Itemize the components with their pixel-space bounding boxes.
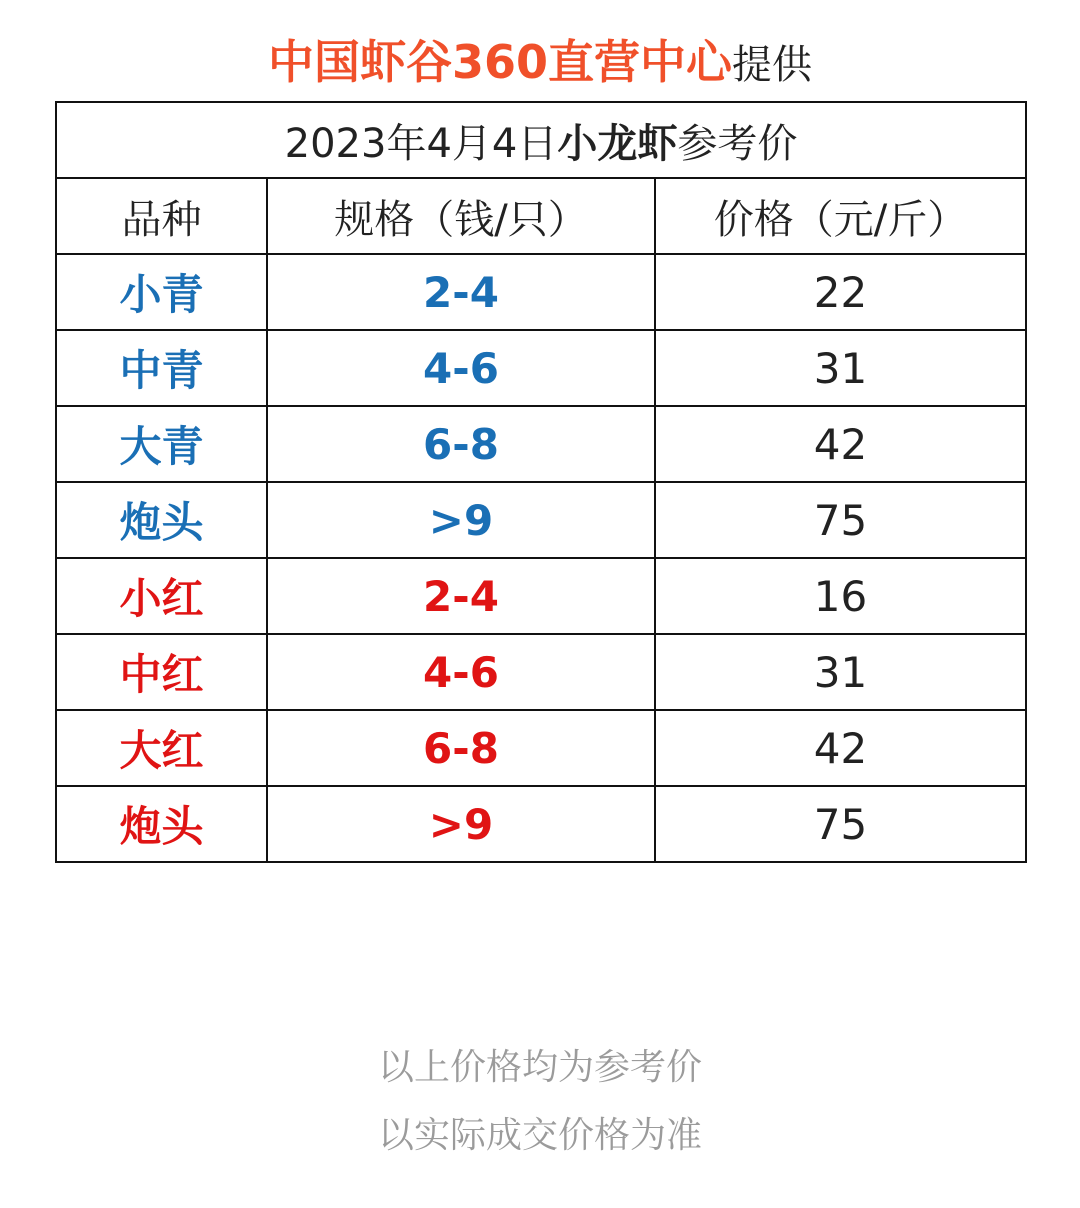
table-row [56,330,1026,406]
spec-cell: 4-6 [267,330,655,406]
table-row [56,482,1026,558]
spec-cell: 2-4 [267,558,655,634]
table-row [56,786,1026,862]
variety-cell: 大红 [56,710,267,786]
price-cell: 16 [655,558,1026,634]
table-row [56,406,1026,482]
provider-header [0,30,1080,105]
spec-cell: >9 [267,482,655,558]
column-header-price: 价格（元/斤） [655,178,1026,254]
price-cell: 42 [655,406,1026,482]
spec-cell: 4-6 [267,634,655,710]
provider-suffix: 提供 [732,42,813,88]
table-row [56,558,1026,634]
table-row [56,710,1026,786]
variety-cell: 大青 [56,406,267,482]
spec-cell: 2-4 [267,254,655,330]
variety-cell: 小青 [56,254,267,330]
title-suffix: 参考价 [677,120,798,167]
spec-cell: 6-8 [267,710,655,786]
price-cell: 42 [655,710,1026,786]
price-cell: 31 [655,634,1026,710]
footer-note-2: 以实际成交价格为准 [377,1115,702,1156]
variety-cell: 小红 [56,558,267,634]
table-body [56,254,1026,862]
price-cell: 31 [655,330,1026,406]
title-date: 2023年4月4日 [284,120,558,167]
table-row [56,254,1026,330]
price-cell: 22 [655,254,1026,330]
table-title [56,102,1026,178]
column-header-spec: 规格（钱/只） [267,178,655,254]
price-table [55,101,1027,863]
price-cell: 75 [655,786,1026,862]
variety-cell: 中红 [56,634,267,710]
provider-name: 中国虾谷360直营中心 [267,35,733,89]
variety-cell: 中青 [56,330,267,406]
table-header-row [56,178,1026,254]
spec-cell: 6-8 [267,406,655,482]
table-row [56,634,1026,710]
spec-cell: >9 [267,786,655,862]
price-cell: 75 [655,482,1026,558]
table-title-row [56,102,1026,178]
title-product: 小龙虾 [557,120,678,167]
footer-note-1: 以上价格均为参考价 [377,1047,702,1088]
variety-cell: 炮头 [56,482,267,558]
column-header-variety: 品种 [56,178,267,254]
variety-cell: 炮头 [56,786,267,862]
